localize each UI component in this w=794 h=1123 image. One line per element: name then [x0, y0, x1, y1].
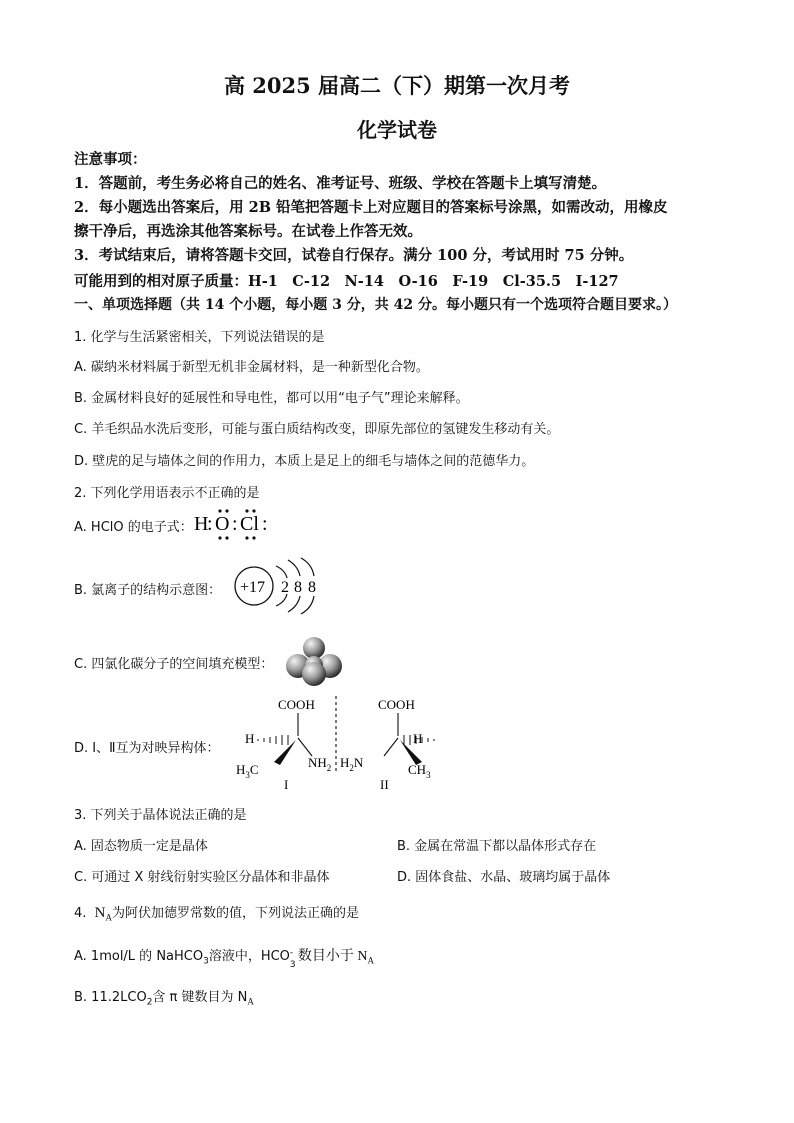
- mol2-ch3: $CH_3$: [408, 762, 431, 780]
- atomic-masses: 可能用到的相对原子质量：H-1 C-12 N-14 O-16 F-19 Cl-35.5 I-127: [74, 273, 619, 290]
- mol1-nh2: $NH_2$: [308, 755, 332, 773]
- mol1-wedge-bond: [274, 740, 296, 765]
- hclo-electron-formula: [192, 506, 282, 542]
- q3-option-c: C. 可通过 X 射线衍射实验区分晶体和非晶体: [74, 870, 330, 885]
- q1-option-c: C. 羊毛织品水洗后变形，可能与蛋白质结构改变，即原先部位的氢键发生移动有关。: [74, 422, 560, 437]
- exam-subtitle: 化学试卷: [357, 118, 437, 142]
- mol1-bond-n: [298, 738, 312, 756]
- q2-option-b-label: B. 氯离子的结构示意图：: [74, 583, 222, 598]
- atom-top: [303, 637, 325, 659]
- shell-2-electrons: 8: [294, 579, 302, 596]
- formula-colon-1: :: [207, 513, 213, 535]
- mol2-h: H: [413, 731, 423, 746]
- q1-stem: 1. 化学与生活紧密相关，下列说法错误的是: [74, 330, 325, 345]
- q3-option-d: D. 固体食盐、水晶、玻璃均属于晶体: [397, 870, 611, 885]
- q3-stem: 3. 下列关于晶体说法正确的是: [74, 808, 247, 823]
- q2-option-c-label: C. 四氯化碳分子的空间填充模型：: [74, 657, 274, 672]
- shell-1-electrons: 2: [281, 579, 289, 596]
- q1-option-b: B. 金属材料良好的延展性和导电性，都可以用“电子气”理论来解释。: [74, 391, 469, 406]
- section-heading: 一、单项选择题（共 14 个小题，每小题 3 分，共 42 分。每小题只有一个选项符合题目要求。）: [74, 297, 677, 313]
- formula-colon-3: :: [262, 513, 268, 535]
- chloride-ion-diagram: [230, 556, 330, 616]
- formula-colon-2: :: [232, 513, 238, 535]
- formula-cl: Cl: [240, 513, 259, 535]
- nucleus-charge: +17: [240, 579, 266, 596]
- q2-stem: 2. 下列化学用语表示不正确的是: [74, 486, 260, 501]
- q1-option-d: D. 壁虎的足与墙体之间的作用力，本质上是足上的细毛与墙体之间的范德华力。: [74, 454, 535, 469]
- ccl4-space-filling-model: [284, 636, 344, 688]
- mol1-h: H: [245, 731, 255, 746]
- formula-h: H: [194, 513, 209, 535]
- notice-heading: 注意事项：: [74, 151, 147, 168]
- notice-item-3: 3．考试结束后，请将答题卡交回，试卷自行保存。满分 100 分，考试用时 75 分钟。: [74, 247, 634, 264]
- mol2-label: II: [380, 777, 389, 792]
- q3-option-a: A. 固态物质一定是晶体: [74, 839, 208, 854]
- mol2-bond-n: [384, 738, 398, 756]
- shell-3-electrons: 8: [308, 579, 316, 596]
- mol1-cooh: COOH: [278, 697, 315, 712]
- q4-option-b: B. $11.2LCO_2$含 π 键数目为 $N_A$: [74, 990, 254, 1008]
- q4-stem: 4. $N_A$为阿伏加德罗常数的值，下列说法正确的是: [74, 905, 360, 923]
- q4-option-a: A. 1mol/L 的 NaHCO$_3$溶液中，HCO - 3 数目小于 $N_A$: [74, 948, 375, 970]
- q1-option-a: A. 碳纳米材料属于新型无机非金属材料，是一种新型化合物。: [74, 360, 429, 375]
- mol1-hash-bond: [258, 735, 288, 745]
- exam-title: 高 2025 届高二（下）期第一次月考: [223, 73, 571, 98]
- atom-bottom: [302, 662, 326, 686]
- mol2-h2n: $H_2N$: [340, 755, 364, 773]
- notice-item-2: 2．每小题选出答案后，用 2B 铅笔把答题卡上对应题目的答案标号涂黑，如需改动，用橡皮: [74, 199, 668, 216]
- mol1-label: I: [284, 777, 289, 792]
- q2-option-a-label: A. HClO 的电子式：: [74, 520, 193, 535]
- mol2-cooh: COOH: [378, 697, 415, 712]
- enantiomer-structures: [228, 692, 448, 792]
- notice-item-2-cont: 擦干净后，再选涂其他答案标号。在试卷上作答无效。: [74, 223, 422, 240]
- notice-item-1: 1．答题前，考生务必将自己的姓名、准考证号、班级、学校在答题卡上填写清楚。: [74, 175, 607, 192]
- q3-option-b: B. 金属在常温下都以晶体形式存在: [397, 839, 597, 854]
- formula-o: O: [215, 513, 230, 535]
- mol1-ch3: $H_3C$: [236, 762, 259, 780]
- q2-option-d-label: D. Ⅰ、Ⅱ互为对映异构体：: [74, 741, 220, 756]
